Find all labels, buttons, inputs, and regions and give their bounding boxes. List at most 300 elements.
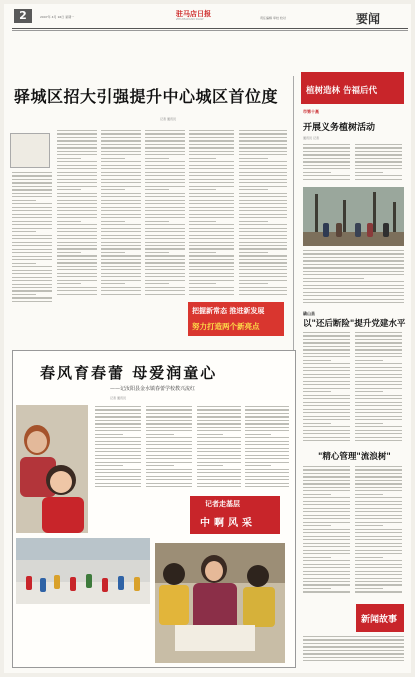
text-line xyxy=(303,550,350,551)
text-line xyxy=(57,283,81,284)
text-line xyxy=(145,193,185,194)
text-line xyxy=(57,290,97,291)
text-line xyxy=(303,346,350,347)
text-line xyxy=(145,269,185,270)
text-line xyxy=(145,273,185,274)
text-line xyxy=(12,207,52,208)
text-line xyxy=(101,221,125,222)
text-line xyxy=(146,444,192,445)
text-line xyxy=(303,646,404,647)
text-line xyxy=(197,451,241,452)
text-line xyxy=(355,550,402,551)
text-column-3 xyxy=(101,130,141,297)
text-line xyxy=(245,437,289,438)
text-line xyxy=(12,228,52,229)
text-line xyxy=(146,455,192,456)
text-line xyxy=(197,420,241,421)
text-line xyxy=(303,574,350,575)
text-line xyxy=(355,405,402,406)
text-line xyxy=(197,483,241,484)
text-line xyxy=(145,168,185,169)
text-line xyxy=(197,423,241,424)
text-line xyxy=(101,130,141,131)
news-story-text: 新闻故事 xyxy=(361,615,398,625)
text-line xyxy=(189,200,234,201)
text-line xyxy=(145,189,169,190)
text-line xyxy=(303,581,350,582)
text-line xyxy=(303,466,350,467)
text-line xyxy=(95,465,123,466)
text-line xyxy=(12,238,52,239)
text-line xyxy=(189,235,234,236)
text-line xyxy=(197,469,241,470)
text-line xyxy=(197,434,223,435)
text-line xyxy=(12,182,52,183)
text-line xyxy=(197,427,241,428)
text-line xyxy=(189,266,234,267)
text-line xyxy=(303,588,331,589)
text-line xyxy=(303,253,404,254)
text-line xyxy=(303,281,404,282)
text-line xyxy=(95,444,141,445)
text-line xyxy=(57,133,97,134)
text-line xyxy=(303,377,350,378)
text-line xyxy=(95,406,141,407)
text-line xyxy=(303,409,350,410)
text-line xyxy=(145,158,169,159)
text-line xyxy=(239,214,287,215)
text-line xyxy=(355,391,383,392)
text-line xyxy=(145,133,185,134)
text-line xyxy=(245,458,289,459)
right-kicker-2: 确山县 xyxy=(303,311,315,316)
text-line xyxy=(189,269,234,270)
text-line xyxy=(12,200,36,201)
text-line xyxy=(57,245,97,246)
text-line xyxy=(303,567,350,568)
right-text-7 xyxy=(303,636,404,664)
text-line xyxy=(303,335,350,336)
text-line xyxy=(12,290,52,291)
text-line xyxy=(12,287,52,288)
text-line xyxy=(101,245,141,246)
text-line xyxy=(57,255,97,256)
text-line xyxy=(239,193,287,194)
text-line xyxy=(146,413,192,414)
text-line xyxy=(101,161,141,162)
text-line xyxy=(303,285,404,286)
text-line xyxy=(303,260,404,261)
text-line xyxy=(145,182,185,183)
text-line xyxy=(101,193,141,194)
text-line xyxy=(145,283,169,284)
text-line xyxy=(245,455,289,456)
text-line xyxy=(355,473,402,474)
text-line xyxy=(355,578,402,579)
text-line xyxy=(101,158,125,159)
text-line xyxy=(189,224,234,225)
text-line xyxy=(189,144,234,145)
text-line xyxy=(95,413,141,414)
text-line xyxy=(145,165,185,166)
text-line xyxy=(303,504,350,505)
text-line xyxy=(197,486,241,487)
text-line xyxy=(101,238,141,239)
text-line xyxy=(245,465,271,466)
text-line xyxy=(12,172,52,173)
text-line xyxy=(355,588,383,589)
text-line xyxy=(355,487,402,488)
text-line xyxy=(145,290,185,291)
text-line xyxy=(355,571,402,572)
text-line xyxy=(145,238,185,239)
text-line xyxy=(355,151,402,152)
text-line xyxy=(145,228,185,229)
text-line xyxy=(303,370,350,371)
text-line xyxy=(95,458,141,459)
text-line xyxy=(101,207,141,208)
text-line xyxy=(189,151,234,152)
text-line xyxy=(303,349,350,350)
text-line xyxy=(303,405,350,406)
text-line xyxy=(355,158,402,159)
text-line xyxy=(239,259,287,260)
text-line xyxy=(355,574,402,575)
text-line xyxy=(145,130,185,131)
text-line xyxy=(355,469,402,470)
text-line xyxy=(146,458,192,459)
text-line xyxy=(355,377,402,378)
text-line xyxy=(355,490,402,491)
text-line xyxy=(145,151,185,152)
text-line xyxy=(57,214,97,215)
text-line xyxy=(355,346,402,347)
text-line xyxy=(12,193,52,194)
text-line xyxy=(145,214,185,215)
text-line xyxy=(245,462,289,463)
text-line xyxy=(239,165,287,166)
text-line xyxy=(355,440,402,441)
text-line xyxy=(303,532,350,533)
text-line xyxy=(355,349,402,350)
text-line xyxy=(303,168,350,169)
text-line xyxy=(145,259,185,260)
text-line xyxy=(12,235,52,236)
text-line xyxy=(101,200,141,201)
text-line xyxy=(239,133,287,134)
text-line xyxy=(303,271,404,272)
text-line xyxy=(355,508,402,509)
text-line xyxy=(95,483,141,484)
text-line xyxy=(303,508,350,509)
text-line xyxy=(145,172,185,173)
text-line xyxy=(245,476,289,477)
right-title-2: 以"还后断险"提升党建水平 xyxy=(303,319,406,329)
text-line xyxy=(189,217,234,218)
text-line xyxy=(303,440,350,441)
text-line xyxy=(57,151,97,152)
text-line xyxy=(355,466,402,467)
text-line xyxy=(12,259,52,260)
text-line xyxy=(95,476,141,477)
text-line xyxy=(197,448,241,449)
text-line xyxy=(245,472,289,473)
text-line xyxy=(95,448,141,449)
text-line xyxy=(303,639,404,640)
slogan-line-2: 努力打造两个新亮点 xyxy=(192,322,260,331)
text-line xyxy=(355,529,402,530)
right-text-1 xyxy=(303,144,350,182)
text-line xyxy=(245,434,271,435)
text-line xyxy=(355,557,383,558)
text-line xyxy=(189,228,234,229)
text-line xyxy=(245,479,289,480)
text-line xyxy=(189,290,234,291)
text-line xyxy=(303,571,350,572)
text-line xyxy=(239,200,287,201)
text-line xyxy=(189,242,234,243)
feature-text-2 xyxy=(146,406,192,490)
text-line xyxy=(355,536,402,537)
text-line xyxy=(303,591,350,592)
text-line xyxy=(189,276,234,277)
text-line xyxy=(239,266,287,267)
text-line xyxy=(303,416,350,417)
text-line xyxy=(57,144,97,145)
text-line xyxy=(189,259,234,260)
text-line xyxy=(57,224,97,225)
text-line xyxy=(197,409,241,410)
text-line xyxy=(355,388,402,389)
text-line xyxy=(145,200,185,201)
feature-subtitle: ——记汝阳县金水镇春蕾学校教兴流红 xyxy=(110,386,196,392)
text-column-2 xyxy=(57,130,97,297)
text-line xyxy=(145,175,185,176)
text-line xyxy=(12,249,52,250)
text-line xyxy=(303,398,350,399)
text-line xyxy=(101,172,141,173)
slogan-line-1: 把握新常态 推进新发展 xyxy=(192,307,265,315)
text-line xyxy=(303,264,404,265)
text-line xyxy=(245,423,289,424)
text-line xyxy=(303,536,350,537)
text-line xyxy=(239,151,287,152)
text-line xyxy=(146,479,192,480)
text-line xyxy=(145,231,185,232)
text-line xyxy=(303,154,350,155)
text-line xyxy=(57,217,97,218)
text-line xyxy=(101,280,141,281)
text-line xyxy=(245,444,289,445)
right-banner-text: 植树造林 告福后代 xyxy=(306,86,377,96)
text-line xyxy=(355,581,402,582)
text-line xyxy=(303,426,350,427)
text-line xyxy=(189,182,234,183)
text-line xyxy=(101,140,141,141)
text-line xyxy=(57,130,97,131)
text-line xyxy=(146,472,192,473)
text-line xyxy=(197,406,241,407)
text-line xyxy=(197,416,241,417)
text-line xyxy=(101,248,141,249)
text-line xyxy=(95,479,141,480)
text-line xyxy=(239,203,287,204)
text-line xyxy=(303,363,350,364)
text-line xyxy=(145,245,185,246)
text-line xyxy=(57,280,97,281)
text-line xyxy=(145,262,185,263)
text-line xyxy=(197,430,241,431)
text-line xyxy=(239,262,287,263)
text-line xyxy=(101,252,125,253)
text-line xyxy=(101,137,141,138)
text-line xyxy=(12,273,52,274)
text-line xyxy=(245,448,289,449)
text-line xyxy=(303,546,350,547)
text-line xyxy=(303,332,350,333)
text-line xyxy=(355,381,402,382)
text-line xyxy=(197,444,241,445)
text-line xyxy=(57,158,81,159)
photo-caption xyxy=(303,250,404,306)
text-line xyxy=(57,259,97,260)
text-line xyxy=(355,353,402,354)
text-line xyxy=(145,221,169,222)
text-line xyxy=(101,214,141,215)
text-line xyxy=(146,462,192,463)
text-line xyxy=(189,172,234,173)
text-line xyxy=(146,486,192,487)
text-line xyxy=(303,172,331,173)
text-line xyxy=(95,462,141,463)
lead-headline: 驿城区招大引强提升中心城区首位度 xyxy=(14,87,279,106)
text-line xyxy=(189,280,234,281)
masthead-brand: 驻马店日报 xyxy=(176,10,211,18)
text-line xyxy=(197,462,241,463)
text-line xyxy=(303,423,331,424)
text-line xyxy=(239,196,287,197)
text-line xyxy=(57,221,81,222)
text-line xyxy=(239,238,287,239)
text-line xyxy=(355,332,402,333)
text-line xyxy=(189,137,234,138)
text-line xyxy=(197,455,241,456)
text-line xyxy=(145,140,185,141)
text-line xyxy=(145,154,185,155)
text-line xyxy=(355,168,402,169)
text-line xyxy=(245,413,289,414)
text-line xyxy=(355,360,383,361)
text-line xyxy=(239,287,287,288)
text-line xyxy=(303,356,350,357)
text-line xyxy=(57,276,97,277)
text-line xyxy=(303,295,404,296)
text-line xyxy=(303,643,404,644)
text-line xyxy=(355,483,402,484)
text-line xyxy=(303,660,404,661)
text-line xyxy=(355,480,402,481)
text-line xyxy=(355,532,402,533)
text-line xyxy=(239,175,287,176)
text-line xyxy=(95,441,141,442)
text-column-5 xyxy=(189,130,234,297)
text-line xyxy=(57,203,97,204)
text-line xyxy=(189,147,234,148)
text-line xyxy=(95,469,141,470)
text-line xyxy=(57,207,97,208)
text-line xyxy=(303,553,350,554)
text-line xyxy=(239,207,287,208)
text-line xyxy=(189,294,234,295)
text-line xyxy=(355,398,402,399)
text-line xyxy=(189,231,234,232)
right-title-3: "精心管理"流浪树" xyxy=(318,452,391,462)
text-line xyxy=(145,224,185,225)
text-line xyxy=(303,419,350,420)
text-line xyxy=(101,228,141,229)
text-line xyxy=(145,235,185,236)
text-line xyxy=(12,203,52,204)
text-line xyxy=(189,186,234,187)
text-line xyxy=(239,147,287,148)
text-line xyxy=(355,476,402,477)
text-line xyxy=(12,301,52,302)
text-line xyxy=(95,420,141,421)
text-line xyxy=(303,501,350,502)
text-line xyxy=(303,391,331,392)
reporter-column-title: 中啊风采 xyxy=(200,518,256,529)
right-text-4 xyxy=(355,332,402,444)
text-line xyxy=(355,384,402,385)
text-line xyxy=(303,161,350,162)
text-line xyxy=(12,280,52,281)
text-line xyxy=(303,395,350,396)
text-line xyxy=(239,186,287,187)
text-line xyxy=(303,469,350,470)
text-line xyxy=(355,402,402,403)
text-line xyxy=(355,374,402,375)
text-line xyxy=(303,657,404,658)
text-line xyxy=(355,423,383,424)
text-line xyxy=(189,179,234,180)
text-line xyxy=(303,144,350,145)
text-line xyxy=(239,231,287,232)
text-line xyxy=(101,217,141,218)
text-line xyxy=(146,420,192,421)
text-line xyxy=(145,161,185,162)
text-line xyxy=(101,283,125,284)
text-line xyxy=(245,406,289,407)
text-line xyxy=(12,270,52,271)
text-line xyxy=(303,299,404,300)
text-line xyxy=(57,200,97,201)
text-line xyxy=(239,172,287,173)
feature-byline: 记者 通讯员 xyxy=(110,396,126,400)
text-line xyxy=(189,252,216,253)
text-line xyxy=(303,539,350,540)
text-line xyxy=(12,179,52,180)
text-line xyxy=(355,539,402,540)
text-line xyxy=(12,277,52,278)
text-line xyxy=(239,273,287,274)
text-line xyxy=(95,434,123,435)
text-line xyxy=(101,242,141,243)
text-line xyxy=(239,140,287,141)
text-line xyxy=(57,269,97,270)
text-line xyxy=(355,511,402,512)
text-line xyxy=(146,406,192,407)
text-line xyxy=(239,168,287,169)
